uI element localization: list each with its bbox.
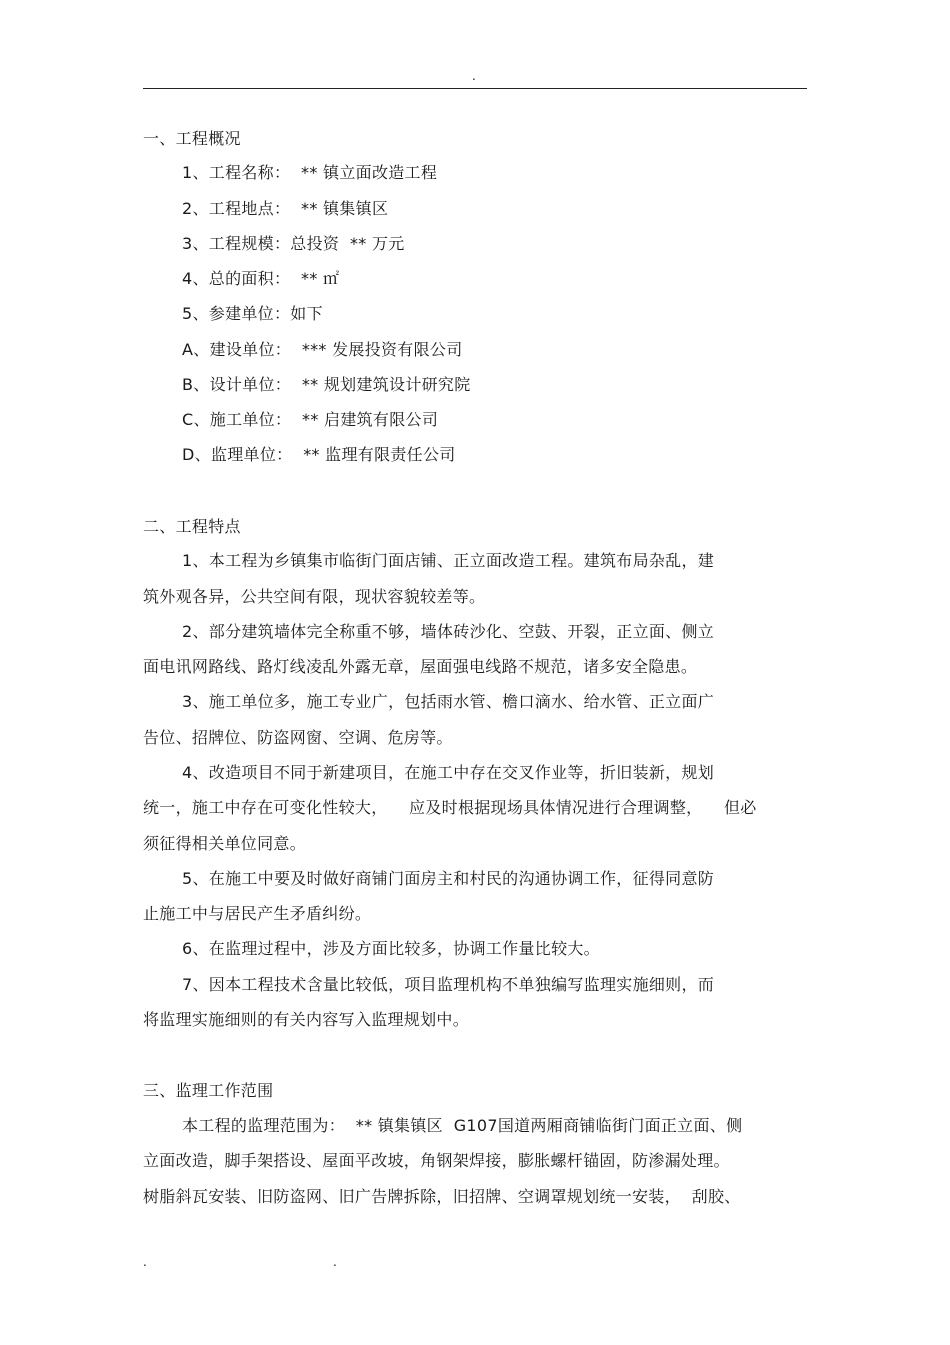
participants-item: 5、参建单位：如下 bbox=[182, 304, 323, 323]
section-3-heading: 三、监理工作范围 bbox=[143, 1081, 274, 1100]
paragraph-line: 6、在监理过程中，涉及方面比较多，协调工作量比较大。 bbox=[182, 939, 600, 958]
paragraph-line: 2、部分建筑墙体完全称重不够，墙体砖沙化、空鼓、开裂，正立面、侧立 bbox=[182, 622, 715, 641]
design-unit-item: B、设计单位： ** 规划建筑设计研究院 bbox=[182, 375, 471, 394]
paragraph-line: 统一，施工中存在可变化性较大， 应及时根据现场具体情况进行合理调整， 但必 bbox=[143, 798, 757, 817]
paragraph-line: 4、改造项目不同于新建项目，在施工中存在交叉作业等，折旧装新，规划 bbox=[182, 763, 715, 782]
paragraph-line: 树脂斜瓦安装、旧防盗网、旧广告牌拆除，旧招牌、空调罩规划统一安装， 刮胶、 bbox=[143, 1187, 741, 1206]
paragraph-line: 本工程的监理范围为： ** 镇集镇区 G107国道两厢商铺临街门面正立面、侧 bbox=[182, 1116, 743, 1135]
paragraph-line: 须征得相关单位同意。 bbox=[143, 834, 307, 853]
project-location-item: 2、工程地点： ** 镇集镇区 bbox=[182, 199, 389, 218]
project-area-item: 4、总的面积： ** ㎡ bbox=[182, 269, 340, 288]
construction-unit-item: C、施工单位： ** 启建筑有限公司 bbox=[182, 410, 439, 429]
paragraph-line: 将监理实施细则的有关内容写入监理规划中。 bbox=[143, 1010, 470, 1029]
paragraph-line: 面电讯网路线、路灯线凌乱外露无章，屋面强电线路不规范，诸多安全隐患。 bbox=[143, 657, 698, 676]
paragraph-line: 1、本工程为乡镇集市临街门面店铺、正立面改造工程。建筑布局杂乱，建 bbox=[182, 551, 715, 570]
paragraph-line: 告位、招牌位、防盗网窗、空调、危房等。 bbox=[143, 728, 453, 747]
paragraph-line: 立面改造，脚手架搭设、屋面平改坡，角钢架焊接，膨胀螺杆锚固，防渗漏处理。 bbox=[143, 1151, 730, 1170]
paragraph-line: 3、施工单位多，施工专业广，包括雨水管、檐口滴水、给水管、正立面广 bbox=[182, 692, 715, 711]
header-rule bbox=[143, 88, 807, 89]
paragraph-line: 7、因本工程技术含量比较低，项目监理机构不单独编写监理实施细则，而 bbox=[182, 975, 715, 994]
section-1-heading: 一、工程概况 bbox=[143, 129, 241, 148]
section-2-heading: 二、工程特点 bbox=[143, 517, 241, 536]
footer-dot-left: . bbox=[143, 1255, 147, 1269]
project-name-item: 1、工程名称： ** 镇立面改造工程 bbox=[182, 163, 438, 182]
header-dot: . bbox=[472, 69, 476, 83]
supervision-unit-item: D、监理单位： ** 监理有限责任公司 bbox=[182, 445, 456, 464]
paragraph-line: 5、在施工中要及时做好商铺门面房主和村民的沟通协调工作，征得同意防 bbox=[182, 869, 715, 888]
client-unit-item: A、建设单位： *** 发展投资有限公司 bbox=[182, 340, 463, 359]
paragraph-line: 止施工中与居民产生矛盾纠纷。 bbox=[143, 904, 372, 923]
paragraph-line: 筑外观各异，公共空间有限，现状容貌较差等。 bbox=[143, 587, 486, 606]
project-scale-item: 3、工程规模：总投资 ** 万元 bbox=[182, 234, 405, 253]
footer-dot-right: . bbox=[333, 1255, 337, 1269]
